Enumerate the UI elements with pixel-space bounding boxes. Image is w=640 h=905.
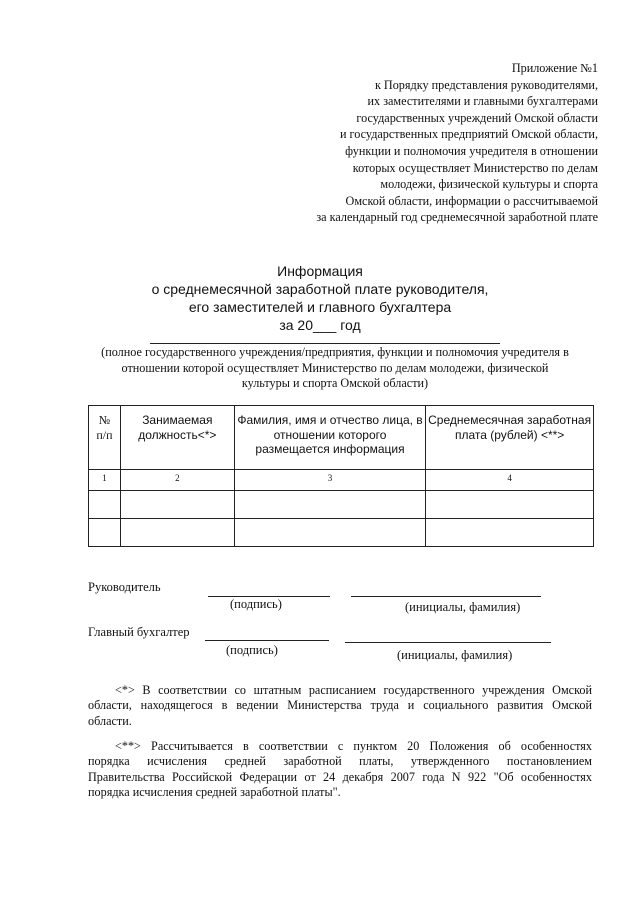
appendix-line: их заместителями и главными бухгалтерами xyxy=(367,94,598,109)
table-cell xyxy=(234,491,426,519)
table-row xyxy=(89,519,594,547)
document-heading xyxy=(120,262,520,334)
appendix-line: и государственных предприятий Омской области, xyxy=(339,127,598,142)
column-number: 4 xyxy=(426,470,594,491)
header-full-name xyxy=(234,406,426,470)
header-position xyxy=(120,406,234,470)
header-salary xyxy=(426,406,594,470)
header-text: отношении которого xyxy=(273,427,387,442)
salary-table xyxy=(88,405,594,547)
header-text: размещается информация xyxy=(255,442,405,456)
column-number: 3 xyxy=(234,470,426,491)
table-cell xyxy=(426,491,594,519)
table-cell xyxy=(426,519,594,547)
appendix-line: Приложение №1 xyxy=(511,61,598,75)
table-cell xyxy=(120,491,234,519)
appendix-line: за календарный год среднемесячной заработной плате xyxy=(316,210,598,225)
footnote-line: области. xyxy=(88,713,132,728)
header-text: Среднемесячная заработная xyxy=(428,413,592,427)
caption-line: отношении которой осуществляет Министерство по делам молодежи, физической xyxy=(121,360,549,375)
header-text: плата (рублей) <**> xyxy=(454,427,565,442)
accountant-name-caption: (инициалы, фамилия) xyxy=(397,648,513,662)
head-label: Руководитель xyxy=(88,580,161,594)
footnote-1 xyxy=(88,683,592,729)
appendix-line: функции и полномочия учредителя в отношении xyxy=(345,143,598,158)
appendix-line: молодежи, физической культуры и спорта xyxy=(380,177,598,192)
footnote-line: <*> В соответствии со штатным расписанием государственного учреждения Омской xyxy=(115,683,592,697)
header-number xyxy=(89,406,121,470)
heading-line: его заместителей и главного бухгалтера xyxy=(188,299,452,315)
organization-name-line xyxy=(150,343,500,344)
column-number: 2 xyxy=(120,470,234,491)
appendix-line: которых осуществляет Министерство по делам xyxy=(352,160,598,175)
footnote-line: порядка исчисления средней заработной платы". xyxy=(88,785,341,800)
header-text: должность<*> xyxy=(138,427,217,442)
table-cell xyxy=(89,519,121,547)
accountant-label: Главный бухгалтер xyxy=(88,625,190,639)
column-number: 1 xyxy=(89,470,121,491)
table-row xyxy=(89,491,594,519)
footnote-line: <**> Рассчитывается в соответствии с пунктом 20 Положения об особенностях xyxy=(115,739,592,753)
head-name-line xyxy=(351,596,541,597)
caption-line: культуры и спорта Омской области) xyxy=(241,376,429,391)
header-text: Занимаемая xyxy=(142,413,213,427)
head-name-caption: (инициалы, фамилия) xyxy=(405,600,521,614)
table-cell xyxy=(89,491,121,519)
heading-year-line: за 20___ год xyxy=(279,317,361,333)
accountant-name-line xyxy=(345,642,551,643)
caption-line: (полное государственного учреждения/предприятия, функции и полномочия учредителя в xyxy=(101,345,569,359)
appendix-block xyxy=(268,60,598,226)
appendix-line: Омской области, информации о рассчитываемой xyxy=(345,193,598,208)
accountant-signature-caption: (подпись) xyxy=(226,643,278,657)
table-cell xyxy=(234,519,426,547)
heading-line: о среднемесячной заработной плате руководителя, xyxy=(151,281,489,297)
footnote-line: Правительства Российской Федерации от 24 декабря 2007 года N 922 "Об особенностях xyxy=(88,769,592,784)
header-text: № xyxy=(98,413,111,427)
footnote-line: области, находящегося в ведении Министерства труда и социального развития Омской xyxy=(88,698,592,713)
accountant-signature-line xyxy=(205,640,329,641)
header-text: п/п xyxy=(96,427,113,442)
column-number-row xyxy=(89,470,594,491)
document-title: Информация xyxy=(277,263,363,279)
header-text: Фамилия, имя и отчество лица, в xyxy=(237,413,423,427)
appendix-line: государственных учреждений Омской области xyxy=(356,110,598,125)
footnote-line: порядка исчисления средней заработной платы, утвержденного постановлением xyxy=(88,754,592,769)
organization-caption xyxy=(80,345,590,392)
footnote-2 xyxy=(88,739,592,801)
table-header-row xyxy=(89,406,594,470)
table-cell xyxy=(120,519,234,547)
appendix-line: к Порядку представления руководителями, xyxy=(374,77,598,92)
head-signature-caption: (подпись) xyxy=(230,597,282,611)
